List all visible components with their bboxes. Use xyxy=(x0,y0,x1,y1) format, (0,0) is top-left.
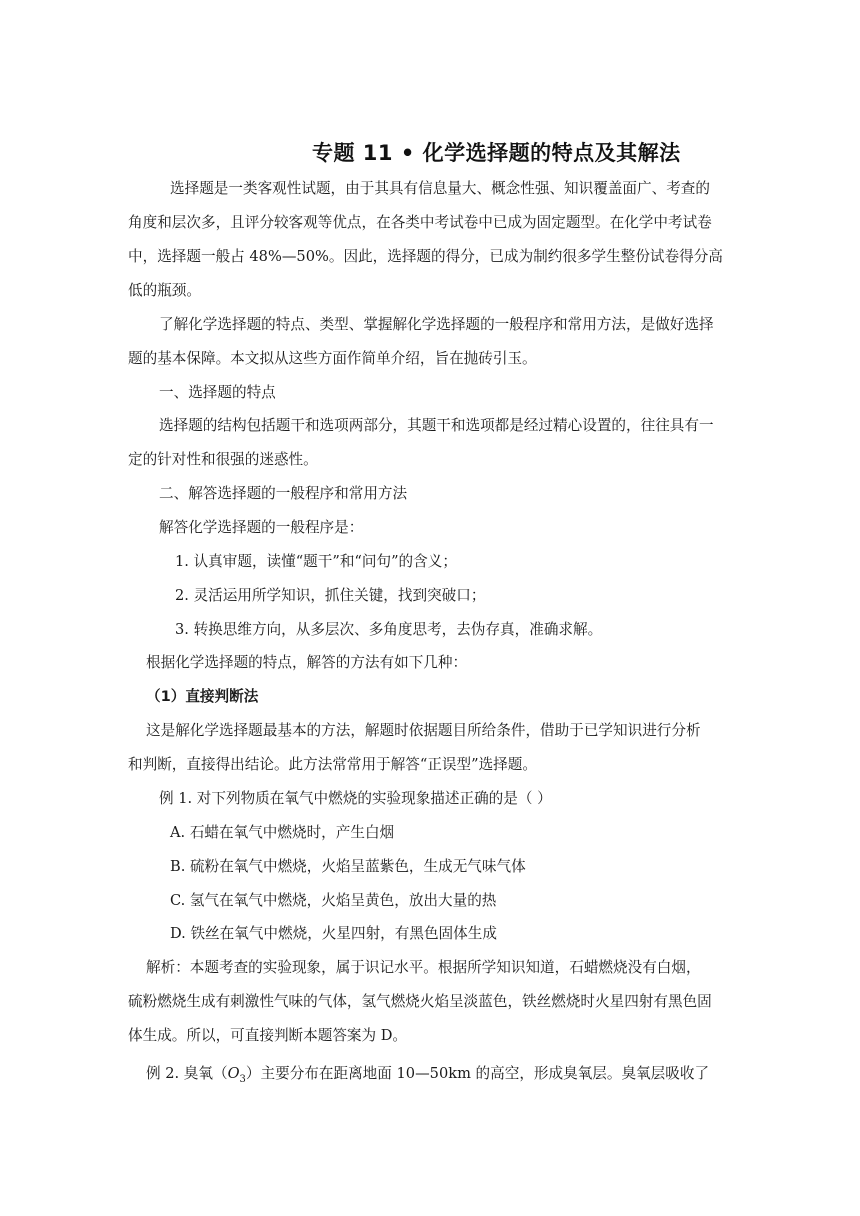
example2-suffix: ）主要分布在距离地面 10—50km 的高空，形成臭氧层。臭氧层吸收了 xyxy=(245,1065,710,1082)
intro-line-3: 中，选择题一般占 48%—50%。因此，选择题的得分，已成为制约很多学生整份试卷得分高 xyxy=(128,248,723,265)
example1-analysis-2: 硫粉燃烧生成有刺激性气味的气体，氢气燃烧火焰呈淡蓝色，铁丝燃烧时火星四射有黑色固 xyxy=(128,993,712,1010)
example1-analysis-1: 解析：本题考查的实验现象，属于识记水平。根据所学知识知道，石蜡燃烧没有白烟， xyxy=(146,959,701,976)
method1-line-2: 和判断，直接得出结论。此方法常常用于解答“正误型”选择题。 xyxy=(128,756,537,773)
example1-option-d: D. 铁丝在氧气中燃烧，火星四射，有黑色固体生成 xyxy=(170,925,497,942)
section1-line-1: 选择题的结构包括题干和选项两部分，其题干和选项都是经过精心设置的，往往具有一 xyxy=(159,417,714,434)
section1-line-2: 定的针对性和很强的迷惑性。 xyxy=(128,451,318,468)
methods-lead: 根据化学选择题的特点，解答的方法有如下几种： xyxy=(146,654,468,671)
ozone-formula-subscript: 3 xyxy=(239,1074,246,1085)
ozone-formula-letter: O xyxy=(227,1065,240,1082)
step-2: 2. 灵活运用所学知识，抓住关键，找到突破口； xyxy=(175,587,486,604)
example1-option-c: C. 氢气在氧气中燃烧，火焰呈黄色，放出大量的热 xyxy=(170,892,497,909)
section2-heading: 二、解答选择题的一般程序和常用方法 xyxy=(159,485,408,502)
method1-line-1: 这是解化学选择题最基本的方法，解题时依据题目所给条件，借助于已学知识进行分析 xyxy=(146,722,701,739)
intro-line-2: 角度和层次多，且评分较客观等优点，在各类中考试卷中已成为固定题型。在化学中考试卷 xyxy=(128,214,712,231)
purpose-line-2: 题的基本保障。本文拟从这些方面作简单介绍，旨在抛砖引玉。 xyxy=(128,350,537,367)
page-title: 专题 11 • 化学选择题的特点及其解法 xyxy=(312,141,681,165)
example1-option-a: A. 石蜡在氧气中燃烧时，产生白烟 xyxy=(170,824,395,841)
step-1: 1. 认真审题，读懂“题干”和“问句”的含义； xyxy=(175,553,457,570)
step-3: 3. 转换思维方向，从多层次、多角度思考，去伪存真，准确求解。 xyxy=(175,621,603,638)
example1-question: 例 1. 对下列物质在氧气中燃烧的实验现象描述正确的是（ ） xyxy=(159,790,552,807)
section2-lead: 解答化学选择题的一般程序是： xyxy=(159,519,364,536)
example1-analysis-3: 体生成。所以，可直接判断本题答案为 D。 xyxy=(128,1027,408,1044)
intro-line-1: 选择题是一类客观性试题，由于其具有信息量大、概念性强、知识覆盖面广、考查的 xyxy=(170,180,710,197)
method1-heading: （1）直接判断法 xyxy=(146,688,259,705)
section1-heading: 一、选择题的特点 xyxy=(159,384,276,401)
purpose-line-1: 了解化学选择题的特点、类型、掌握解化学选择题的一般程序和常用方法，是做好选择 xyxy=(159,316,714,333)
example2-line-1 xyxy=(146,1064,709,1090)
intro-line-4: 低的瓶颈。 xyxy=(128,282,201,299)
example1-option-b: B. 硫粉在氧气中燃烧，火焰呈蓝紫色，生成无气味气体 xyxy=(170,858,526,875)
example2-prefix: 例 2. 臭氧（ xyxy=(146,1065,228,1082)
